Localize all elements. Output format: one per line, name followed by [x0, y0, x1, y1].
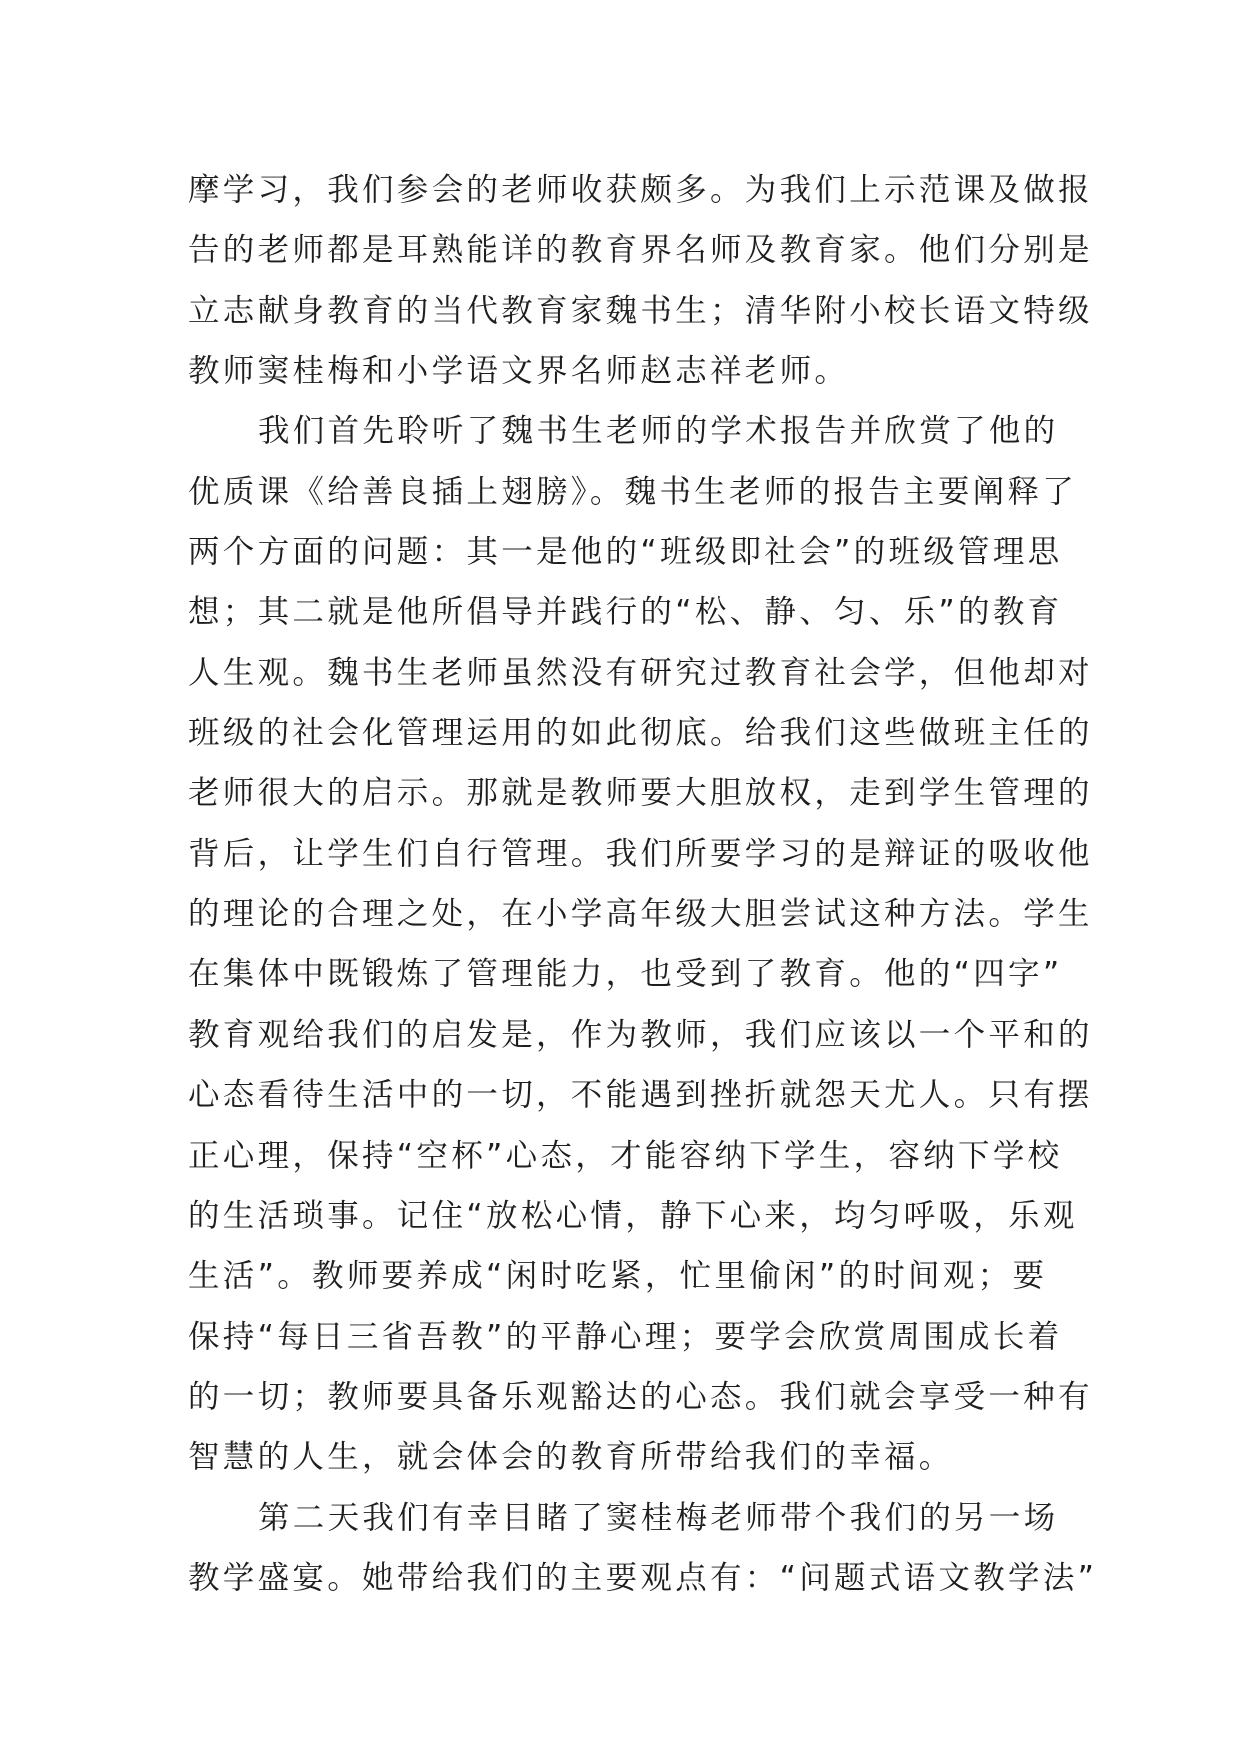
- text-line: 的理论的合理之处，在小学高年级大胆尝试这种方法。学生: [188, 896, 1093, 933]
- body-text: [188, 160, 1098, 1608]
- text-line: 智慧的人生，就会体会的教育所带给我们的幸福。: [188, 1439, 954, 1476]
- text-line: 摩学习，我们参会的老师收获颇多。为我们上示范课及做报: [188, 172, 1093, 208]
- text-line: 人生观。魏书生老师虽然没有研究过教育社会学，但他却对: [188, 654, 1093, 691]
- text-line: 教育观给我们的启发是，作为教师，我们应该以一个平和的: [188, 1016, 1093, 1053]
- text-line: 老师很大的启示。那就是教师要大胆放权，走到学生管理的: [188, 775, 1093, 812]
- text-line: 在集体中既锻炼了管理能力，也受到了教育。他的“四字”: [188, 956, 1063, 993]
- text-line: 立志献身教育的当代教育家魏书生；清华附小校长语文特级: [188, 292, 1093, 329]
- text-line: 优质课《给善良插上翅膀》。魏书生老师的报告主要阐释了: [188, 473, 1078, 510]
- text-line: 班级的社会化管理运用的如此彻底。给我们这些做班主任的: [188, 715, 1093, 752]
- paragraph-first-line: 第二天我们有幸目睹了窦桂梅老师带个我们的另一场: [258, 1499, 1059, 1536]
- text-line: 的生活琐事。记住“放松心情，静下心来，均匀呼吸，乐观: [188, 1197, 1078, 1234]
- text-line: 告的老师都是耳熟能详的教育界名师及教育家。他们分别是: [188, 232, 1093, 269]
- text-line: 教学盛宴。她带给我们的主要观点有：“问题式语文教学法”: [188, 1559, 1098, 1596]
- paragraph-first-line: 我们首先聆听了魏书生老师的学术报告并欣赏了他的: [258, 413, 1059, 450]
- text-line: 背后，让学生们自行管理。我们所要学习的是辩证的吸收他: [188, 835, 1093, 872]
- text-line: 两个方面的问题：其一是他的“班级即社会”的班级管理思: [188, 534, 1063, 571]
- text-line: 的一切；教师要具备乐观豁达的心态。我们就会享受一种有: [188, 1378, 1093, 1415]
- text-line: 心态看待生活中的一切，不能遇到挫折就怨天尤人。只有摆: [188, 1077, 1093, 1114]
- text-line: 正心理，保持“空杯”心态，才能容纳下学生，容纳下学校: [188, 1137, 1063, 1174]
- text-line: 教师窦桂梅和小学语文界名师赵志祥老师。: [188, 353, 850, 390]
- text-line: 想；其二就是他所倡导并践行的“松、静、匀、乐”的教育: [188, 594, 1063, 631]
- text-line: 生活”。教师要养成“闲时吃紧，忙里偷闲”的时间观；要: [188, 1258, 1048, 1295]
- text-line: 保持“每日三省吾教”的平静心理；要学会欣赏周围成长着: [188, 1318, 1063, 1355]
